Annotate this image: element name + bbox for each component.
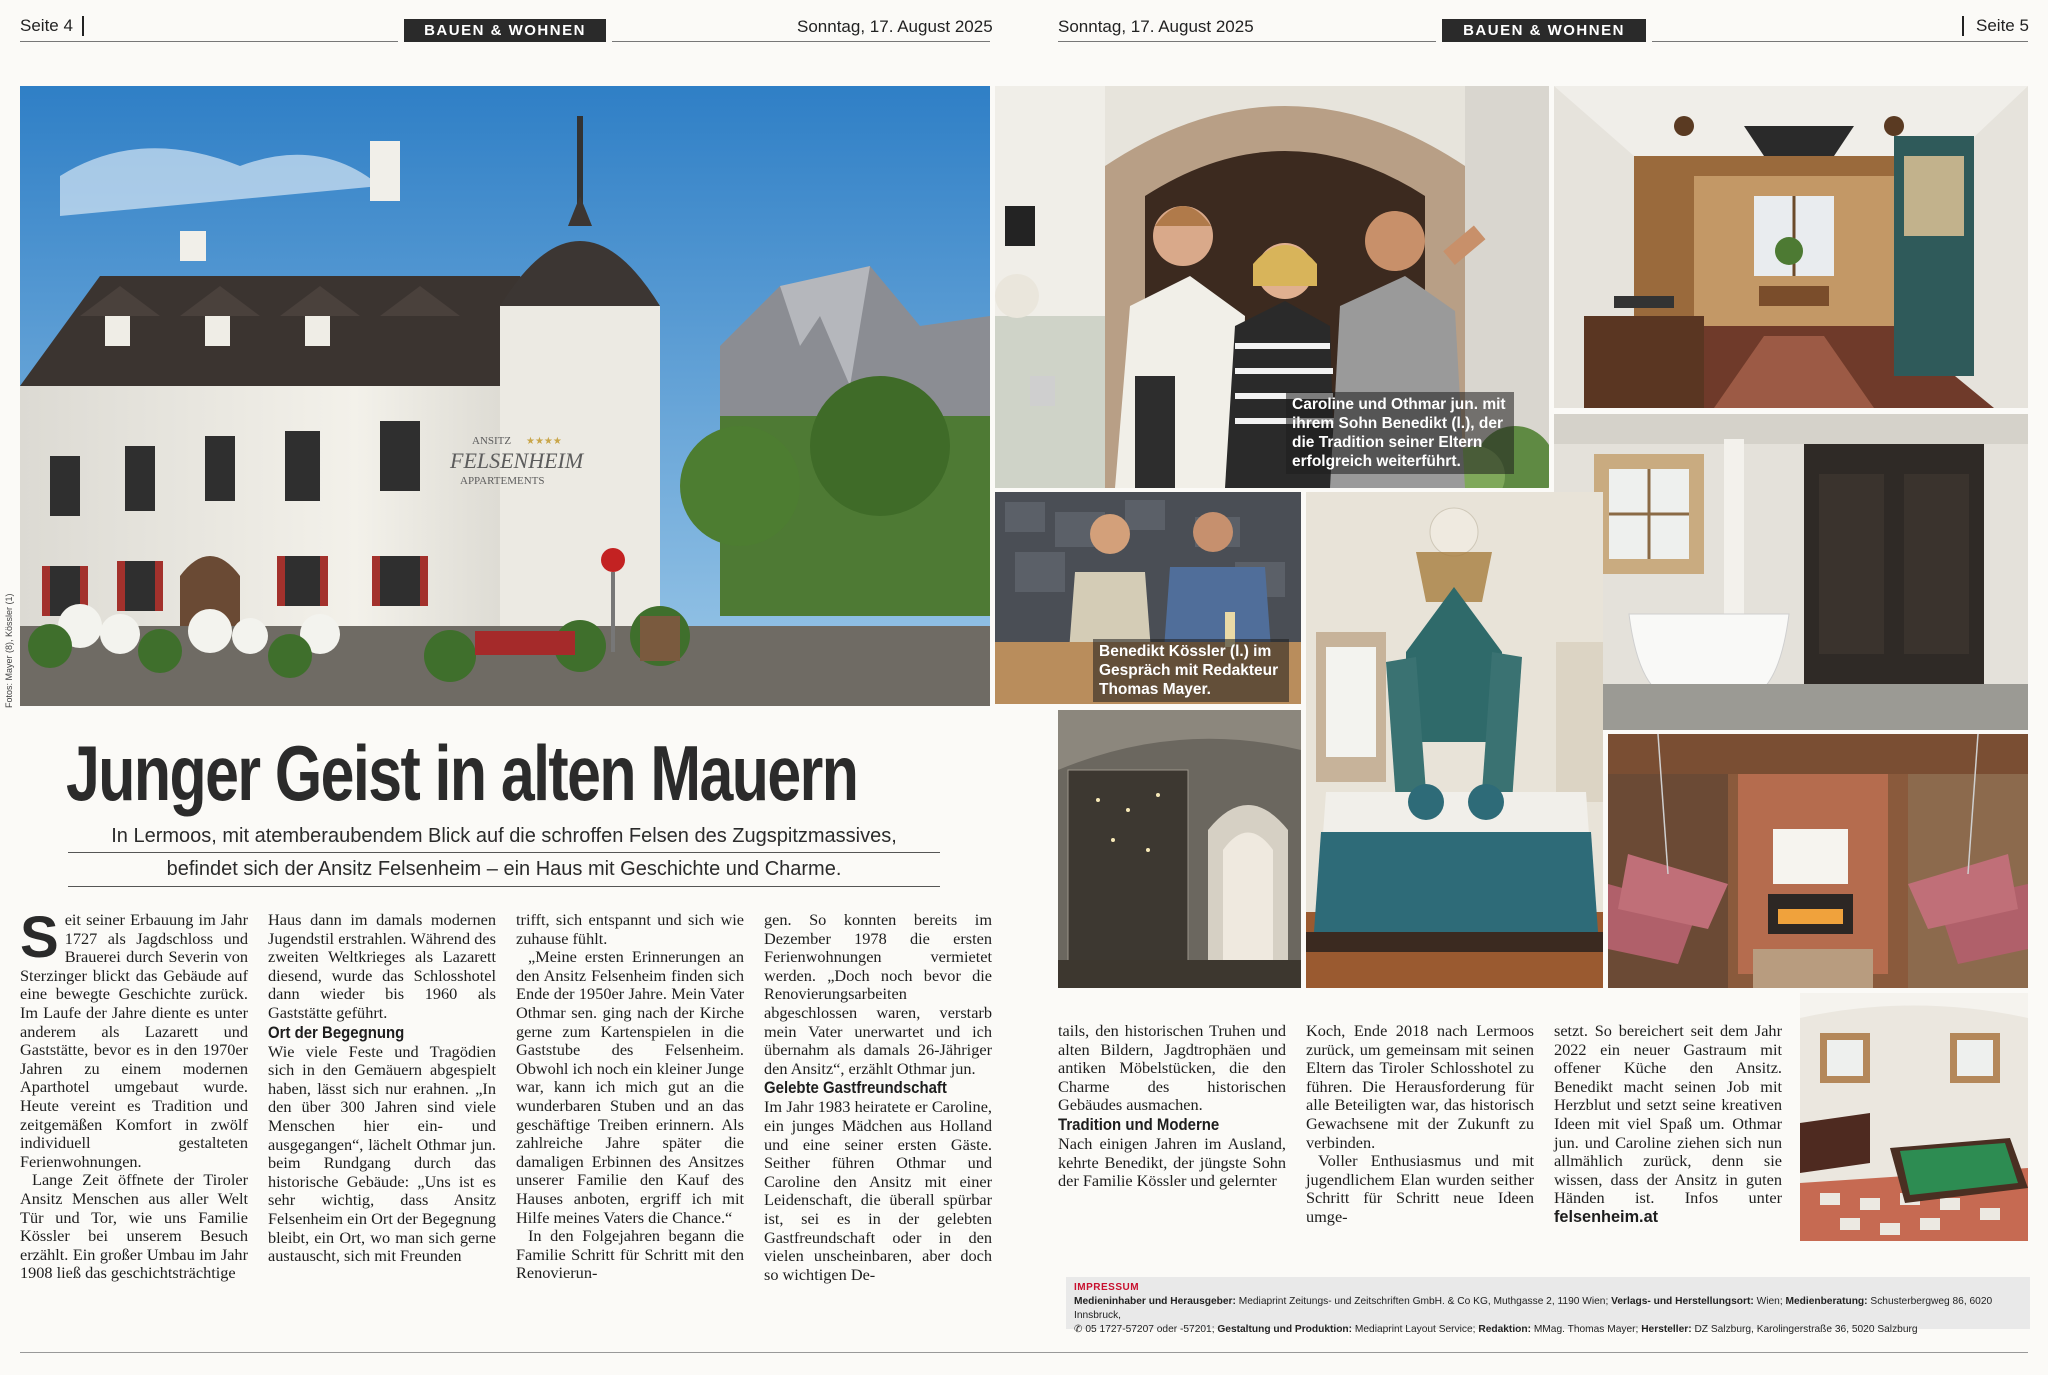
lounge-fireplace-photo bbox=[1608, 734, 2028, 988]
date-left: Sonntag, 17. August 2025 bbox=[797, 17, 993, 36]
article-deck-line1: In Lermoos, mit atemberaubendem Blick auf die schroffen Felsen des Zugspitzmassives, bbox=[111, 825, 897, 847]
hotel-exterior-photo bbox=[20, 86, 990, 706]
billiard-room-photo bbox=[1800, 993, 2028, 1241]
paragraph: Koch, Ende 2018 nach Lermoos zurück, um gemeinsam mit seinen Eltern das Tiroler Schlosshotel zu führen. Die Herausforderung für alle Beteiligten war, das historisch Gewachsene mit der Zukunft zu verbinden. bbox=[1306, 1021, 1534, 1152]
hotel-sign-bottom: APPARTEMENTS bbox=[460, 475, 545, 487]
article-column-1 bbox=[20, 905, 248, 1341]
bedroom-photo bbox=[1306, 492, 1603, 988]
interview-photo-caption: Benedikt Kössler (l.) im Gespräch mit Redakteur Thomas Mayer. bbox=[1093, 639, 1289, 702]
paragraph: Wie viele Feste und Tragödien sich in den Gemäuern abgespielt haben, lässt sich nur erahnen. „In den über 300 Jahren sind viele Menschen hier ein- und ausgegangen“, lächelt Othmar jun. beim Rundgang durch das historische Gebäude: „Uns ist es sehr wichtig, dass Ansitz Felsenheim ein Ort der Begegnung bleibt, ein Ort, wo man sich gerne austauscht, sich mit Freunden bbox=[268, 1041, 496, 1266]
header-rule bbox=[1652, 41, 2028, 42]
paragraph: Lange Zeit öffnete der Tiroler Ansitz Menschen aus aller Welt Tür und Tor, wie uns Familie Kössler bei unserem Besuch erzählt. Ein großer Umbau im Jahr 1908 ließ das geschichtsträchtige bbox=[20, 1170, 248, 1283]
paragraph: tails, den historischen Truhen und alten Bildern, Jagdtrophäen und antiken Möbelstücken, die den Charme des historischen Gebäudes ausmachen. bbox=[1058, 1021, 1286, 1115]
phone-icon: ✆ bbox=[1074, 1324, 1086, 1335]
subheading-ort-der-begegnung: Ort der Begegnung bbox=[268, 1022, 405, 1042]
deck-rule bbox=[68, 886, 940, 887]
impressum-heading: IMPRESSUM bbox=[1074, 1282, 1140, 1293]
footer-rule bbox=[20, 1352, 2028, 1353]
impressum-box bbox=[1066, 1277, 2030, 1335]
paragraph: Voller Enthusiasmus und mit jugendlichem Elan wurden seither Schritt für Schritt neue Ideen umge- bbox=[1306, 1151, 1534, 1226]
article-column-5 bbox=[1058, 1022, 1286, 1272]
website-link[interactable]: felsenheim.at bbox=[1554, 1207, 1659, 1226]
dropcap: S bbox=[20, 905, 59, 970]
paragraph: Im Jahr 1983 heiratete er Caroline, ein junges Mädchen aus Holland und eine seiner ersten Gäste. Seither führen Othmar und Caroline den Ansitz mit einer Leidenschaft, die überall spürbar ist, sei es in der gelebten Gastfreundschaft oder in den vielen unscheinbaren, aber doch so wichtigen De- bbox=[764, 1097, 992, 1284]
paragraph: trifft, sich entspannt und sich wie zuhause fühlt. bbox=[516, 910, 744, 948]
date-right: Sonntag, 17. August 2025 bbox=[1058, 17, 1254, 36]
spa-photo bbox=[1058, 710, 1301, 988]
header-rule bbox=[612, 41, 990, 42]
paragraph: In den Folgejahren begann die Familie Schritt für Schritt mit den Renovierun- bbox=[516, 1226, 744, 1283]
bathroom-photo bbox=[1554, 414, 2028, 730]
subheading-gelebte-gastfreundschaft: Gelebte Gastfreundschaft bbox=[764, 1078, 947, 1098]
folio-divider-left bbox=[82, 16, 84, 36]
article-column-6 bbox=[1306, 1022, 1534, 1272]
paragraph: gen. So konnten bereits im Dezember 1978 die ersten Ferienwohnungen vermietet werden. „Doch noch bevor die Renovierungsarbeiten abgeschlossen waren, verstarb mein Vater unerwartet und ich übernahm als damals 26-Jähriger den Ansitz“, erzählt Othmar jun. bbox=[764, 910, 992, 1078]
paragraph: setzt. So bereichert seit dem Jahr 2022 ein neuer Gastraum mit offener Küche den Ansitz. Benedikt macht seinen Job mit Herzblut und setzt seine kreativen Ideen mit viel Spaß um. Othmar jun. und Caroline ziehen sich nun allmählich zurück, denn sie wissen, dass der Ansitz in guten Händen ist. Infos unter bbox=[1554, 1021, 1782, 1208]
deck-rule bbox=[68, 852, 940, 853]
hotel-sign-name: FELSENHEIM bbox=[450, 448, 584, 473]
section-rubric-left: BAUEN & WOHNEN bbox=[404, 19, 606, 42]
header-rule bbox=[20, 41, 398, 42]
paragraph: „Meine ersten Erinnerungen an den Ansitz Felsenheim finden sich Ende der 1950er Jahre. Mein Vater Othmar sen. ging nach der Kirche gerne zum Kartenspielen in die Gaststube des Felsenheim. Obwohl ich noch ein kleiner Junge war, kann ich mich gut an die wunderbaren Stuben und an das geschäftige Treiben erinnern. Als zahlreiche Jahre später die damaligen Erbinnen des Ansitzes unserer Familie den Kauf des Hauses anboten, ergriff ich mit Hilfe meines Vaters die Chance.“ bbox=[516, 947, 744, 1227]
hallway-photo bbox=[1554, 86, 2028, 408]
paragraph: eit seiner Erbauung im Jahr 1727 als Jagdschloss und Brauerei durch Severin von Sterzinger blickt das Gebäude auf eine bewegte Geschichte zurück. Im Laufe der Jahre diente es unter anderem als Lazarett und Gaststätte, bevor es in den 1970er Jahren zu einem modernen Aparthotel umgebaut wurde. Heute vereint es Tradition und zeitgemäßen Komfort in zwölf individuell gestalteten Ferienwohnungen. bbox=[20, 910, 248, 1171]
impressum-line-2: ✆ 05 1727-57207 oder -57201; Gestaltung und Produktion: Mediaprint Layout Service; Redaktion: MMag. Thomas Mayer; Hersteller: DZ Salzburg, Karolingerstraße 36, 5020 Salzburg bbox=[1074, 1324, 1918, 1335]
article-headline: Junger Geist in alten Mauern bbox=[66, 729, 858, 817]
page-number-left: Seite 4 bbox=[20, 16, 73, 35]
section-rubric-right: BAUEN & WOHNEN bbox=[1442, 19, 1646, 42]
hotel-sign-stars: ★★★★ bbox=[526, 436, 562, 447]
header-rule bbox=[1058, 41, 1436, 42]
article-column-7 bbox=[1554, 1022, 1782, 1272]
photo-credit: Fotos: Mayer (8), Kössler (1) bbox=[4, 593, 14, 708]
page-number-right: Seite 5 bbox=[1976, 16, 2029, 35]
article-deck-line2: befindet sich der Ansitz Felsenheim – ein Haus mit Geschichte und Charme. bbox=[166, 858, 842, 880]
paragraph: Haus dann im damals modernen Jugendstil erstrahlen. Während des zweiten Weltkrieges als Lazarett diesend, wurde das Schlosshotel dann wieder bis 1960 als Gaststätte geführt. bbox=[268, 910, 496, 1022]
article-column-4 bbox=[764, 911, 992, 1341]
paragraph: Nach einigen Jahren im Ausland, kehrte Benedikt, der jüngste Sohn der Familie Kössler und gelernter bbox=[1058, 1133, 1286, 1191]
article-column-2 bbox=[268, 911, 496, 1341]
hotel-sign-top: ANSITZ bbox=[472, 435, 512, 447]
subheading-tradition-und-moderne: Tradition und Moderne bbox=[1058, 1114, 1220, 1134]
article-column-3 bbox=[516, 911, 744, 1341]
impressum-line-1: Medieninhaber und Herausgeber: Mediaprint Zeitungs- und Zeitschriften GmbH. & Co KG, Muthgasse 2, 1190 Wien; Verlags- und Herstellungsort: Wien; Medienberatung: Schusterbergweg 86, 6020 Innsbruck, bbox=[1074, 1296, 1993, 1321]
family-photo-caption: Caroline und Othmar jun. mit ihrem Sohn Benedikt (l.), der die Tradition seiner Eltern erfolgreich weiterführt. bbox=[1286, 392, 1514, 474]
folio-divider-right bbox=[1962, 16, 1964, 36]
